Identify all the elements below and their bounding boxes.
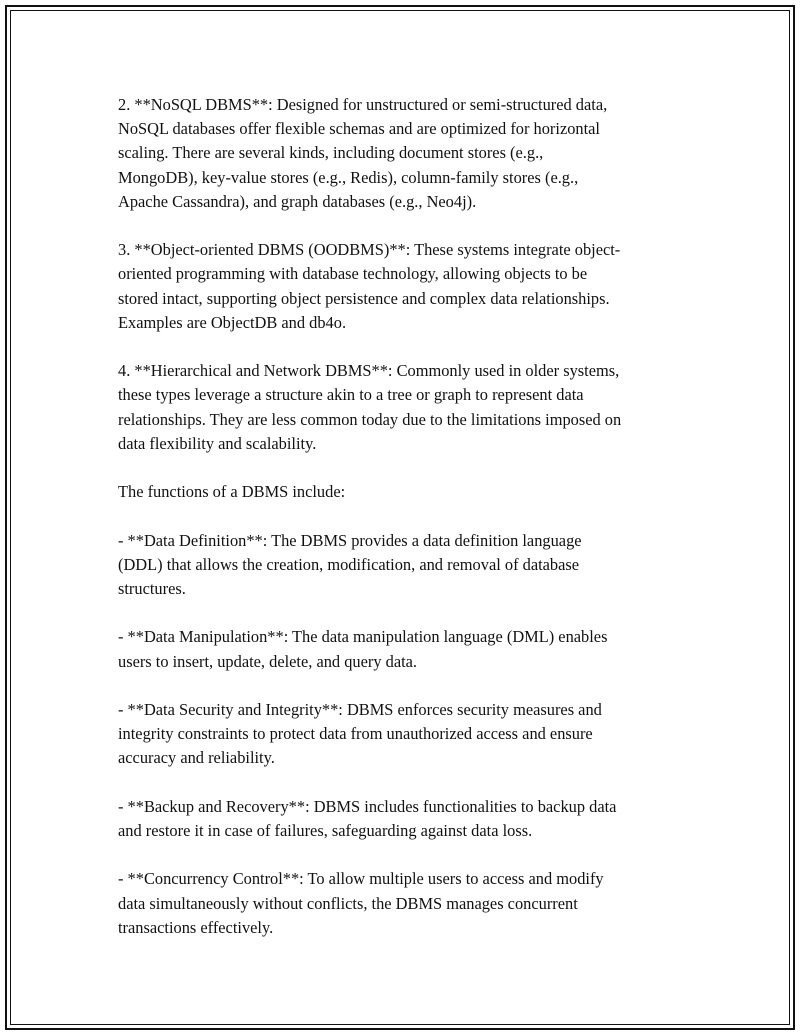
paragraph-hierarchical-network-dbms: 4. **Hierarchical and Network DBMS**: Commonly used in older systems, these types leverage a structure akin to a tree or graph to represent data relationships. They are less common today due to the limitations imposed on data flexibility and scalability. <box>118 361 622 453</box>
document-body <box>118 93 688 940</box>
paragraph-oodbms: 3. **Object-oriented DBMS (OODBMS)**: These systems integrate object- oriented programming with database technology, allowing objects to be stored intact, supporting object persistence and complex data relationships. Examples are ObjectDB and db4o. <box>118 240 621 332</box>
paragraph-functions-intro: The functions of a DBMS include: <box>118 482 346 502</box>
paragraph-data-manipulation: - **Data Manipulation**: The data manipulation language (DML) enables users to insert, update, delete, and query data. <box>118 627 608 671</box>
paragraph-concurrency-control: - **Concurrency Control**: To allow multiple users to access and modify data simultaneously without conflicts, the DBMS manages concurrent transactions effectively. <box>118 869 604 937</box>
paragraph-data-definition: - **Data Definition**: The DBMS provides a data definition language (DDL) that allows the creation, modification, and removal of database structures. <box>118 530 582 598</box>
paragraph-data-security-integrity: - **Data Security and Integrity**: DBMS enforces security measures and integrity constraints to protect data from unauthorized access and ensure accuracy and reliability. <box>118 699 602 768</box>
paragraph-nosql-dbms: 2. **NoSQL DBMS**: Designed for unstructured or semi-structured data, NoSQL databases offer flexible schemas and are optimized for horizontal scaling. There are several kinds, including document stores (e.g., MongoDB), key-value stores (e.g., Redis), column-family stores (e.g., Apache Cassandra), and graph databases (e.g., Neo4j). <box>118 95 608 211</box>
paragraph-backup-recovery: - **Backup and Recovery**: DBMS includes functionalities to backup data and restore it in case of failures, safeguarding against data loss. <box>118 796 617 840</box>
